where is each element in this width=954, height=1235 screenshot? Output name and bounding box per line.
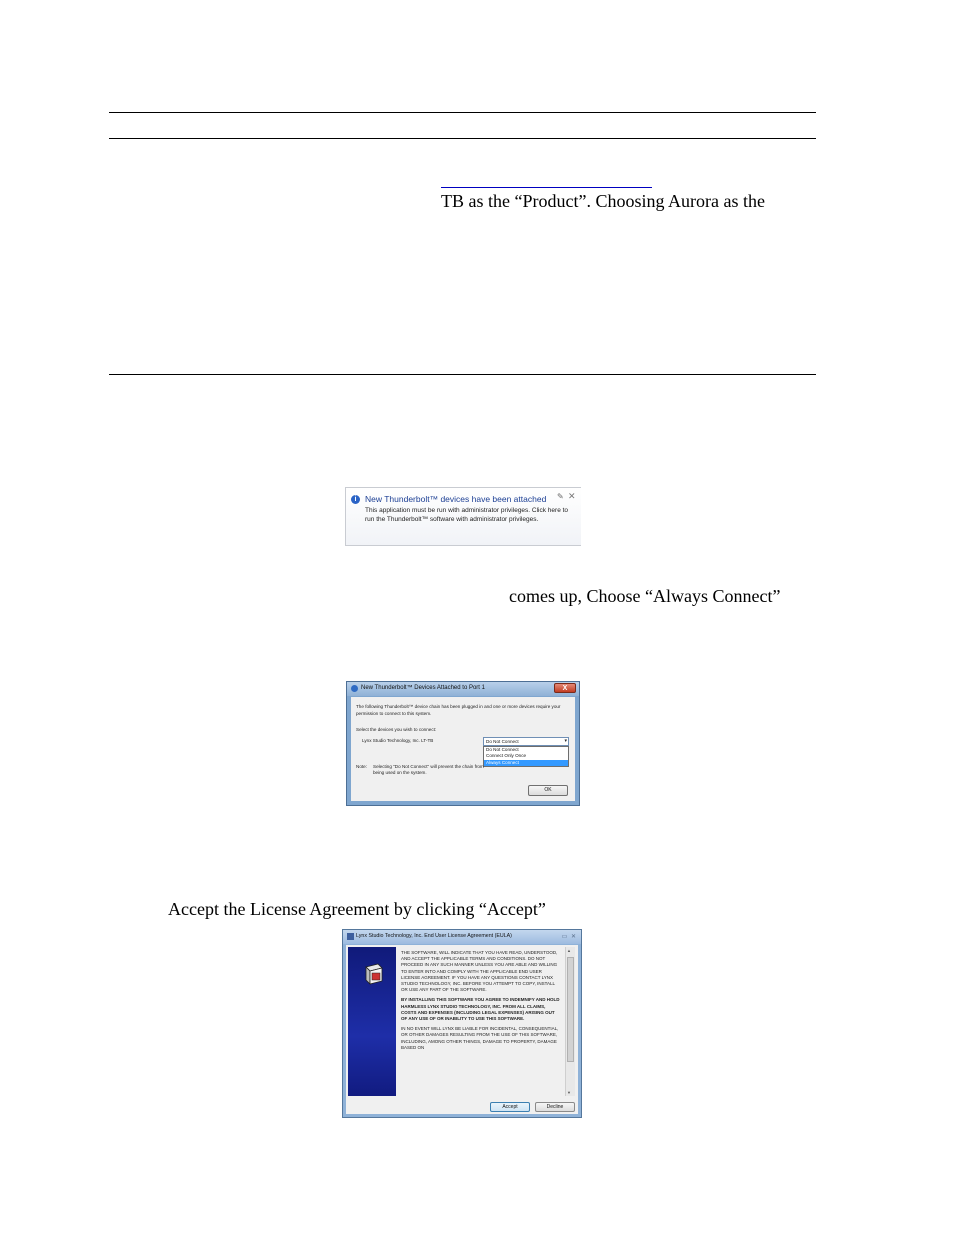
note-label: Note:	[356, 764, 367, 769]
device-attached-dialog	[346, 681, 580, 806]
dialog-titlebar	[347, 682, 579, 696]
body-text-always-connect: comes up, Choose “Always Connect”	[509, 586, 781, 606]
toast-body[interactable]: This application must be run with administrator privileges. Click here to run the Thunderbolt™ software with administrator privileges.	[365, 507, 569, 523]
dialog-close-button[interactable]: X	[554, 683, 576, 693]
chevron-down-icon[interactable]: ▾	[564, 738, 567, 744]
eula-paragraph: BY INSTALLING THIS SOFTWARE YOU AGREE TO INDEMNIFY AND HOLD HARMLESS LYNX STUDIO TECHNOLOGY, INC. FROM ALL CLAIMS, COSTS AND EXPENSES (INCLUDING LEGAL EXPENSES) ARISING OUT OF ANY USE OF OR INABILITY TO USE THIS SOFTWARE.	[401, 997, 560, 1022]
note-text: Selecting "Do Not Connect" will prevent the chain from being used on the system.	[373, 764, 484, 776]
eula-scrollbar[interactable]	[565, 947, 575, 1096]
eula-titlebar	[343, 930, 581, 944]
option-connect-only-once[interactable]: Connect Only Once	[486, 753, 527, 759]
accept-button[interactable]: Accept	[490, 1102, 530, 1112]
dialog-title: New Thunderbolt™ Devices Attached to Port 1	[361, 685, 485, 691]
installer-box-icon	[364, 963, 384, 985]
eula-side-banner	[348, 947, 396, 1096]
thunderbolt-toast-notification[interactable]	[345, 487, 581, 546]
eula-text	[401, 950, 561, 1092]
option-do-not-connect[interactable]: Do Not Connect	[486, 747, 519, 752]
body-text-product: TB as the “Product”. Choosing Aurora as the	[441, 191, 765, 211]
info-icon: i	[351, 495, 360, 504]
eula-paragraph: THE SOFTWARE, WILL INDICATE THAT YOU HAVE READ, UNDERSTOOD, AND ACCEPT THE APPLICABLE TERMS AND CONDITIONS. DO NOT PROCEED IN ANY SUCH MANNER UNLESS YOU ARE ABLE AND WILLING TO ENTER INTO AND COMPLY WITH THE APPLICABLE END USER LICENSE AGREEMENT. IF YOU HAVE ANY QUESTIONS CONTACT LYNX STUDIO TECHNOLOGY, INC. BEFORE YOU ATTEMPT TO COPY, INSTALL OR USE ANY PART OF THE SOFTWARE.	[401, 950, 558, 993]
connect-option-dropdown[interactable]	[483, 737, 569, 746]
eula-title: Lynx Studio Technology, Inc. End User License Agreement (EULA)	[356, 933, 512, 939]
scrollbar-thumb[interactable]	[567, 957, 574, 1062]
close-icon[interactable]: ✕	[568, 491, 576, 501]
select-devices-label: Select the devices you wish to connect:	[356, 727, 437, 732]
thunderbolt-icon	[351, 685, 358, 692]
window-controls-icon[interactable]: ▭ ✕	[561, 934, 577, 940]
eula-paragraph: IN NO EVENT WILL LYNX BE LIABLE FOR INCIDENTAL, CONSEQUENTIAL, OR OTHER DAMAGES RESULTING FROM THE USE OF THIS SOFTWARE, INCLUDING, AMONG OTHER THINGS, DAMAGE TO PROPERTY, DAMAGE BASED ON	[401, 1026, 559, 1050]
body-text-accept-license: Accept the License Agreement by clicking “Accept”	[168, 899, 546, 919]
decline-button[interactable]: Decline	[535, 1102, 575, 1112]
dropdown-option-list	[483, 746, 569, 767]
header-rule-bottom	[109, 138, 816, 139]
header-rule-top	[109, 112, 816, 113]
scroll-up-icon[interactable]: ▲	[567, 948, 571, 953]
eula-client-area	[346, 945, 578, 1114]
pin-icon[interactable]: ✎	[557, 492, 564, 501]
app-icon	[347, 933, 354, 940]
eula-dialog	[342, 929, 582, 1118]
dialog-intro-text: The following Thunderbolt™ device chain has been plugged in and one or more devices require your permission to connect to this system.	[356, 704, 561, 716]
option-always-connect[interactable]: Always Connect	[484, 760, 568, 766]
dropdown-selected-value: Do Not Connect	[486, 739, 519, 744]
toast-title: New Thunderbolt™ devices have been attached	[365, 494, 547, 504]
device-name: Lynx Studio Technology, Inc. LT-TB	[362, 738, 434, 743]
section-rule	[109, 374, 816, 375]
link-underline[interactable]	[441, 187, 652, 188]
dialog-client-area	[351, 697, 575, 801]
scroll-down-icon[interactable]: ▼	[567, 1090, 571, 1095]
ok-button[interactable]: OK	[528, 785, 568, 796]
